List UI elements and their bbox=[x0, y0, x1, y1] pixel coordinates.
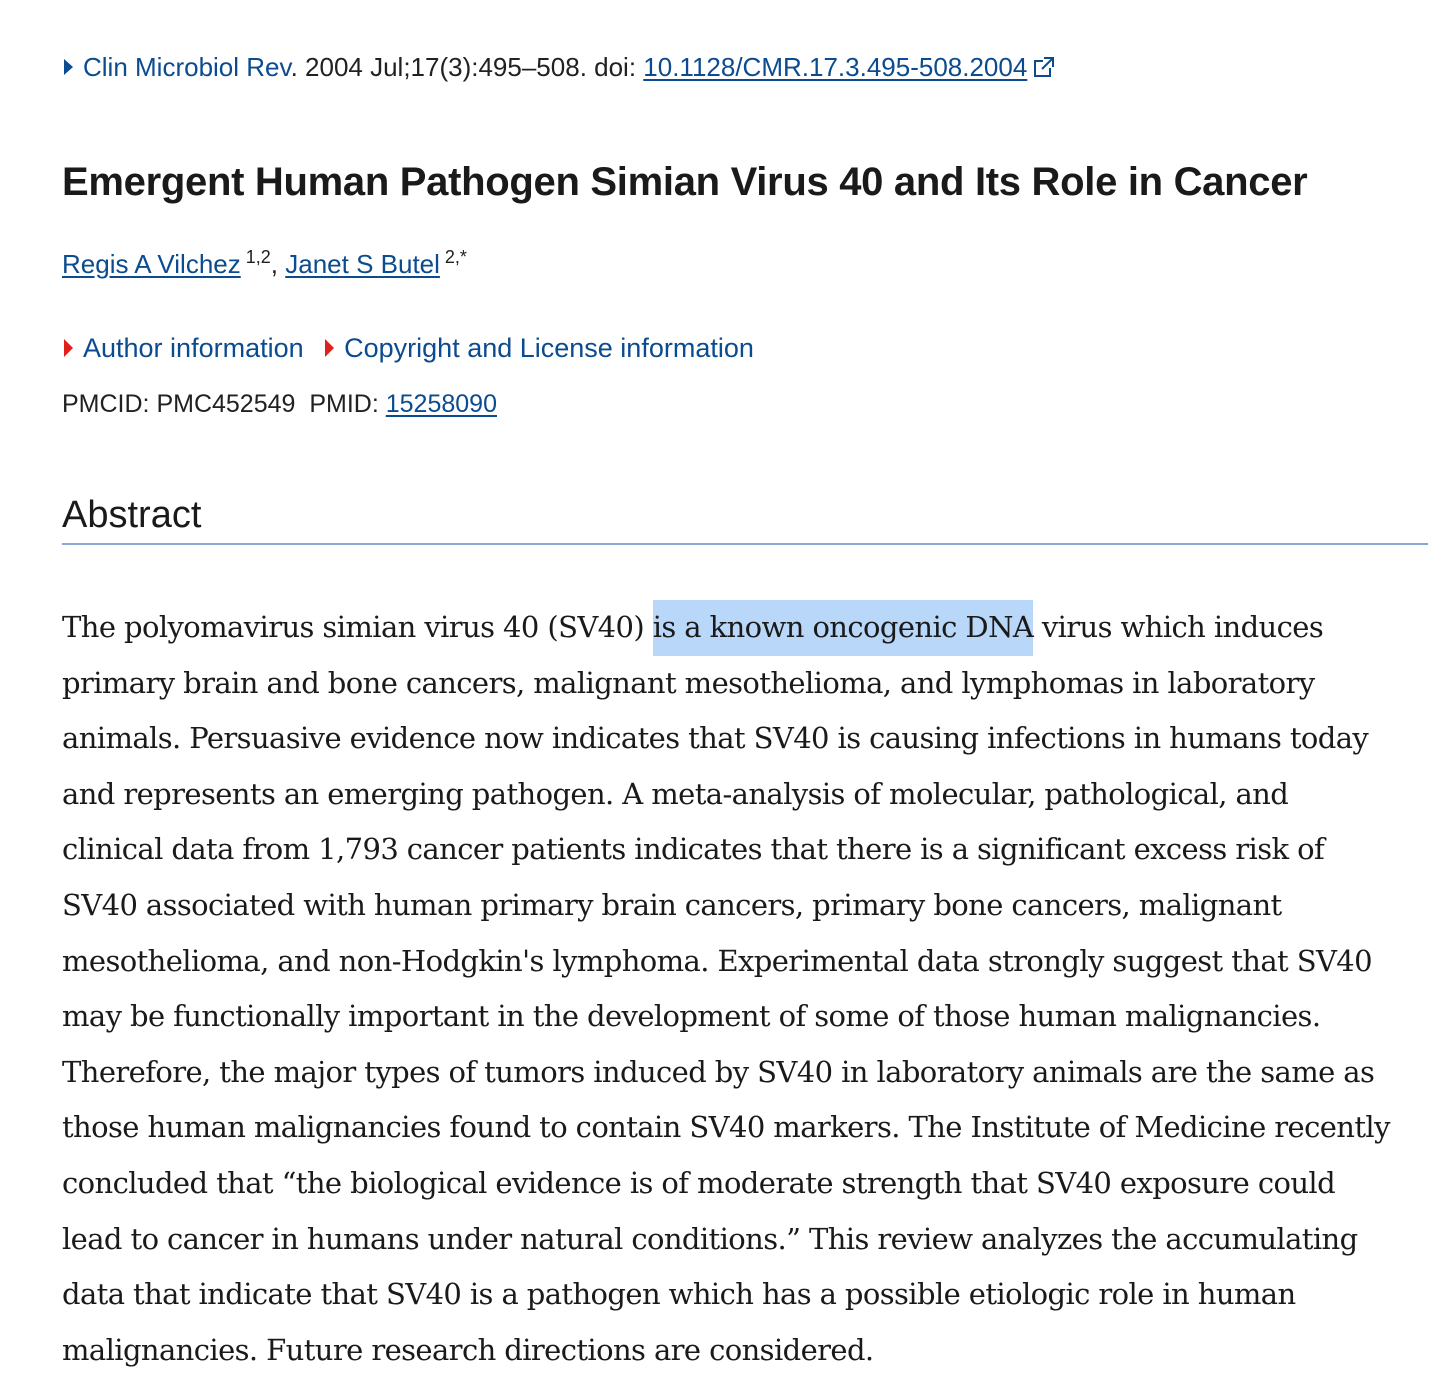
info-links bbox=[64, 330, 768, 366]
author-list bbox=[62, 244, 467, 284]
pmid-link[interactable]: 15258090 bbox=[385, 390, 497, 418]
author-link[interactable]: Regis A Vilchez bbox=[62, 249, 241, 279]
abstract-text bbox=[62, 600, 1434, 1378]
expand-triangle-icon bbox=[325, 339, 334, 357]
article-ids bbox=[62, 387, 497, 421]
journal-link[interactable]: Clin Microbiol Rev bbox=[83, 52, 291, 82]
abstract-line: malignancies. Future research directions are considered. bbox=[62, 1332, 874, 1367]
author-information-toggle[interactable] bbox=[64, 330, 304, 366]
abstract-line: lead to cancer in humans under natural conditions.” This review analyzes the accumulating bbox=[62, 1221, 1358, 1256]
pmid-label: PMID: bbox=[309, 390, 386, 418]
abstract-heading: Abstract bbox=[62, 494, 202, 536]
article-title: Emergent Human Pathogen Simian Virus 40 and Its Role in Cancer bbox=[62, 160, 1308, 204]
abstract-line: animals. Persuasive evidence now indicates that SV40 is causing infections in humans today bbox=[62, 721, 1369, 756]
author-link[interactable]: Janet S Butel bbox=[285, 249, 440, 279]
expand-triangle-icon bbox=[64, 339, 73, 357]
expand-triangle-icon[interactable] bbox=[64, 59, 73, 75]
text-selection: is a known oncogenic DNA bbox=[653, 600, 1033, 656]
author-separator: , bbox=[270, 249, 286, 279]
abstract-line: primary brain and bone cancers, malignant mesothelioma, and lymphomas in laboratory bbox=[62, 665, 1315, 700]
abstract-line: may be functionally important in the development of some of those human malignancies. bbox=[62, 999, 1321, 1034]
abstract-line: The polyomavirus simian virus 40 (SV40) is a known oncogenic DNA virus which induces bbox=[62, 600, 1434, 656]
citation-details: . 2004 Jul;17(3):495–508. doi: bbox=[290, 52, 644, 82]
abstract-divider bbox=[62, 543, 1428, 545]
external-link-icon[interactable] bbox=[1033, 56, 1055, 78]
abstract-line: Therefore, the major types of tumors induced by SV40 in laboratory animals are the same as bbox=[62, 1054, 1375, 1089]
abstract-line: mesothelioma, and non-Hodgkin's lymphoma. Experimental data strongly suggest that SV40 bbox=[62, 943, 1373, 978]
abstract-line: clinical data from 1,793 cancer patients indicates that there is a significant excess risk of bbox=[62, 832, 1325, 867]
copyright-license-link[interactable]: Copyright and License information bbox=[344, 333, 754, 363]
abstract-line: those human malignancies found to contain SV40 markers. The Institute of Medicine recently bbox=[62, 1110, 1390, 1145]
citation-line bbox=[64, 50, 1055, 84]
author-information-link[interactable]: Author information bbox=[83, 333, 304, 363]
copyright-license-toggle[interactable] bbox=[325, 330, 754, 366]
pmcid: PMCID: PMC452549 bbox=[62, 390, 296, 418]
abstract-line: SV40 associated with human primary brain cancers, primary bone cancers, malignant bbox=[62, 887, 1282, 922]
doi-link[interactable]: 10.1128/CMR.17.3.495-508.2004 bbox=[643, 52, 1028, 82]
abstract-line: and represents an emerging pathogen. A meta-analysis of molecular, pathological, and bbox=[62, 776, 1289, 811]
author-affiliation: 2,* bbox=[444, 247, 467, 267]
author-affiliation: 1,2 bbox=[245, 247, 271, 267]
abstract-line: data that indicate that SV40 is a pathogen which has a possible etiologic role in human bbox=[62, 1277, 1296, 1312]
abstract-line: concluded that “the biological evidence is of moderate strength that SV40 exposure could bbox=[62, 1165, 1336, 1200]
